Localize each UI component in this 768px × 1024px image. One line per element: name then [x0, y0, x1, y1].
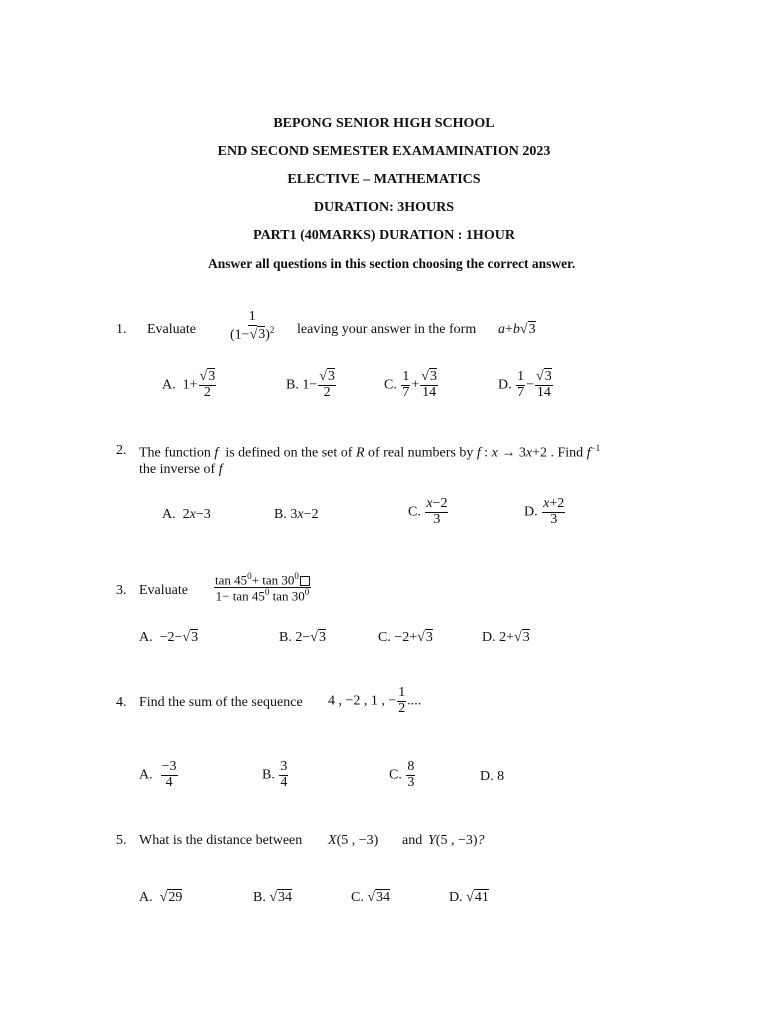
question-text: The function f is defined on the set of R of real numbers by f : x → 3x+2 . Find $f^{-1}$	[139, 443, 601, 461]
question-text-2: the inverse of f	[139, 462, 223, 477]
math-expression: X(5 , −3)	[328, 833, 379, 848]
option-d[interactable]: D. √41	[449, 890, 489, 905]
option-c[interactable]: C. √34	[351, 890, 391, 905]
option-b[interactable]: B. √34	[253, 890, 293, 905]
option-a[interactable]: A. $\frac{-3}{4}$	[139, 759, 177, 790]
question-text: What is the distance between	[139, 833, 303, 848]
question-number: 3.	[116, 583, 127, 598]
option-b[interactable]: B. $\frac{3}{4}$	[262, 759, 288, 790]
question-text: Evaluate	[139, 583, 188, 598]
option-a[interactable]: A. 1+ $\frac{√3}{2}$	[162, 369, 216, 400]
option-b[interactable]: B. 3x−2	[274, 507, 319, 522]
question-number: 5.	[116, 833, 127, 848]
option-d[interactable]: D. 8	[480, 769, 505, 784]
duration: DURATION: 3HOURS	[313, 200, 455, 215]
instruction: Answer all questions in this section choosing the correct answer.	[208, 256, 576, 271]
option-b[interactable]: B. 1− $\frac{√3}{2}$	[286, 369, 335, 400]
option-a[interactable]: A. 2x−3	[162, 507, 211, 522]
question-number: 4.	[116, 695, 127, 710]
math-expression: a+b√3	[498, 322, 536, 337]
question-text: Find the sum of the sequence	[139, 695, 303, 710]
question-number: 1.	[116, 322, 127, 337]
exam-title: END SECOND SEMESTER EXAMAMINATION 2023	[217, 144, 551, 159]
option-c[interactable]: C. $\frac{1}{7}$ + $\frac{√3}{14}$	[384, 369, 437, 400]
option-d[interactable]: D. $\frac{x+2}{3}$	[524, 496, 565, 527]
option-d[interactable]: D. $\frac{1}{7}$ − $\frac{√3}{14}$	[498, 369, 552, 400]
math-expression: Y(5 , −3)?	[428, 833, 485, 848]
placeholder-box-icon	[300, 576, 310, 586]
question-number: 2.	[116, 443, 127, 458]
option-a[interactable]: A. −2−√3	[139, 630, 199, 645]
option-c[interactable]: C. $\frac{8}{3}$	[389, 759, 415, 790]
subject-title: ELECTIVE – MATHEMATICS	[287, 172, 481, 187]
option-b[interactable]: B. 2−√3	[279, 630, 326, 645]
question-text-2: and	[402, 833, 423, 848]
part-heading: PART1 (40MARKS) DURATION : 1HOUR	[253, 228, 515, 243]
option-d[interactable]: D. 2+√3	[482, 630, 530, 645]
question-text-2: leaving your answer in the form	[297, 322, 477, 337]
option-a[interactable]: A. √29	[139, 890, 183, 905]
option-c[interactable]: C. $\frac{x-2}{3}$	[408, 496, 448, 527]
math-expression: $\frac{1}{(1-√3)^2}$	[230, 309, 275, 343]
question-text: Evaluate	[147, 322, 196, 337]
math-expression: 4 , −2 , 1 , − $\frac{1}{2}$ ....	[328, 685, 422, 716]
school-name: BEPONG SENIOR HIGH SCHOOL	[273, 116, 495, 131]
math-expression: $\frac{\tan 45^0+ \tan 30^0}{1- \tan 45^0 \tan 30^0}$	[215, 571, 310, 604]
option-c[interactable]: C. −2+√3	[378, 630, 433, 645]
